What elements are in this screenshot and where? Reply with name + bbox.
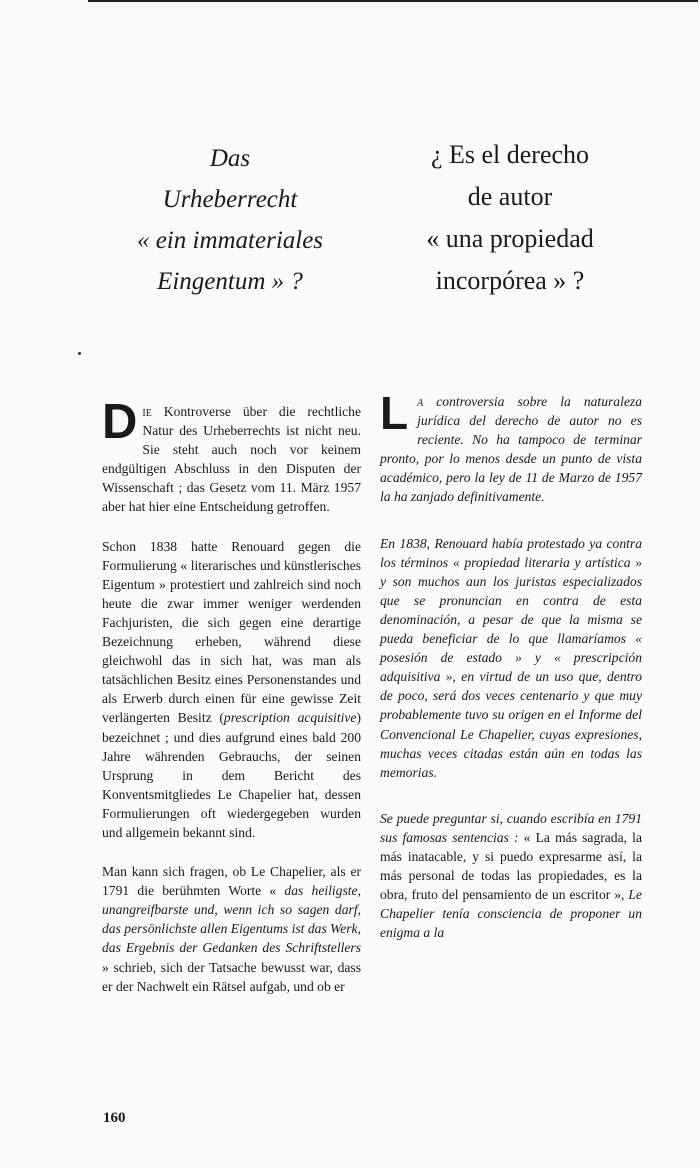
german-title bbox=[100, 138, 360, 302]
page-number: 160 bbox=[103, 1110, 126, 1126]
german-title-line: Urheberrecht bbox=[162, 186, 298, 213]
drop-cap: L bbox=[380, 387, 408, 439]
paragraph-text: Le Chapelier tenía consciencia de proponer un enigma a la bbox=[380, 887, 642, 941]
paragraph-text: Schon 1838 hatte Renouard gegen die Formulierung « literarisches und künstlerisches Eigentum » protestiert und zahlreich sind noch heute die zwar immer weniger werdenden Fachjuristen, die sich gegen eine derartige Bezeichnung erheben, während diese gleichwohl das in sich hat, was man als tatsächlichen Besitz eines Personenstandes und als Erwerb durch einen für eine gewisse Zeit verlängerten Besitz ( bbox=[102, 538, 361, 726]
paragraph-text: En 1838, Renouard había protestado ya contra los términos « propiedad literaria y artística » y son muchos aun los juristas especializados que se pronuncian en contra de esta denominación, a pesar de que la misma se pueda beneficiar de lo que llamaríamos « posesión de estado » y « prescripción adquisitiva », en virtud de un uso que, dentro de poco, será dos veces centenario y que muy probablemente tuvo su origen en el Informe del Convencional Le Chapelier, cuyas expresiones, muchas veces citadas están aún en todas las memorias. bbox=[380, 535, 642, 780]
paragraph-text: controversia sobre la naturaleza jurídica del derecho de autor no es reciente. No ha tampoco de terminar pronto, por lo menos desde un punto de vista académico, pero la ley de 11 de Marzo de 1957 la ha zanjado definitivamente. bbox=[380, 394, 642, 505]
paragraph-text: Kontroverse über die rechtliche Natur des Urheberrechts ist nicht neu. Sie steht auch noch vor keinem endgültigen Abschluss in den Disputen der Wissenschaft ; das Gesetz vom 11. März 1957 aber hat hier eine Entscheidung getroffen. bbox=[102, 404, 361, 515]
german-paragraph-2 bbox=[102, 537, 361, 843]
german-column bbox=[102, 395, 361, 996]
paragraph-text: Se puede preguntar si, cuando escribía en 1791 sus famosas sentencias : bbox=[380, 810, 642, 845]
small-caps-lead: a bbox=[417, 394, 424, 409]
german-title-line: Eingentum » ? bbox=[157, 268, 303, 295]
top-rule bbox=[88, 0, 698, 2]
spanish-title-line: de autor bbox=[467, 182, 553, 211]
italic-term: prescription acquisitive bbox=[223, 710, 357, 726]
german-title-line: Das bbox=[209, 145, 251, 172]
spanish-title-line: « una propiedad bbox=[426, 224, 594, 253]
paragraph-text: » schrieb, sich der Tatsache bewusst war, dass er der Nachwelt ein Rätsel aufgab, und ob er bbox=[102, 959, 361, 994]
spanish-title bbox=[385, 134, 635, 302]
spanish-column bbox=[380, 387, 642, 942]
spanish-paragraph-3 bbox=[380, 809, 642, 943]
upright-quote: « La más sagrada, la más inatacable, y si puedo expresarme así, la más personal de todas las propiedades, es la obra, fruto del pensamiento de un escritor », bbox=[380, 829, 642, 903]
spanish-paragraph-2 bbox=[380, 534, 642, 782]
german-paragraph-3 bbox=[102, 862, 361, 996]
german-paragraph-1 bbox=[102, 395, 361, 517]
spanish-paragraph-1 bbox=[380, 387, 642, 507]
german-title-line: « ein immateriales bbox=[136, 227, 324, 254]
paragraph-text: ) bezeichnet ; und dies aufgrund eines bald 200 Jahre währenden Gebrauchs, der seinen Ursprung in dem Bericht des Konventsmitgliedes Le Chapelier hat, dessen Formulierungen oft wiedergegeben wurden und allgemein bekannt sind. bbox=[102, 710, 361, 840]
drop-cap: D bbox=[102, 395, 137, 449]
spanish-title-line: incorpórea » ? bbox=[435, 266, 585, 295]
italic-quote: das heiligste, unangreifbarste und, wenn ich so sagen darf, das persönlichste allen Eigentums ist das Werk, das Ergebnis der Gedanken des Schriftstellers bbox=[102, 883, 361, 956]
spanish-title-line: ¿ Es el derecho bbox=[430, 140, 590, 169]
margin-dot bbox=[78, 352, 81, 355]
small-caps-lead: ie bbox=[142, 404, 152, 419]
paragraph-text: Man kann sich fragen, ob Le Chapelier, als er 1791 die berühmten Worte « bbox=[102, 864, 361, 899]
